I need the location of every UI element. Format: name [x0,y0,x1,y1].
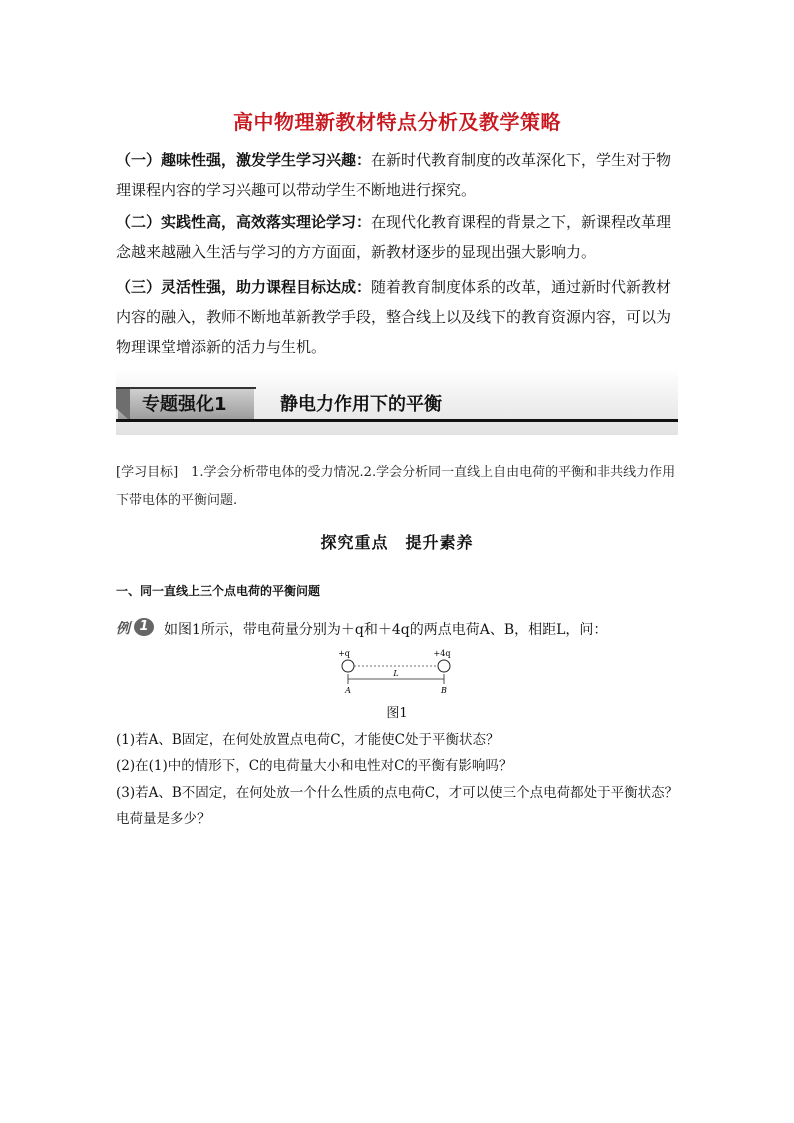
intro-paragraph-3 [116,272,682,362]
example-1 [116,618,686,646]
section-title: 探究重点 提升素养 [320,533,474,552]
intro-paragraph-1 [116,145,682,205]
distance-label: L [393,669,399,678]
banner-topic: 静电力作用下的平衡 [280,394,442,415]
learning-goals: [学习目标] 1.学会分析带电体的受力情况.2.学会分析同一直线上自由电荷的平衡和非共线力作用下带电体的平衡问题. [116,465,676,508]
question-1: (1)若A、B固定，在何处放置点电荷C，才能使C处于平衡状态？ [116,732,500,748]
charge-a-label: +q [338,649,350,658]
point-a-label: A [345,686,351,695]
figure-1 [334,646,464,698]
intro-body-2: 在现代化教育课程的背景之下，新课程改革理念越来越融入生活与学习的方方面面，新教材逐步的显现出强大影响力。 [116,213,672,261]
subheading: 一、同一直线上三个点电荷的平衡问题 [116,584,321,598]
charge-b-label: +4q [433,649,451,658]
figure-1-diagram [334,646,464,698]
intro-body-3: 随着教育制度体系的改革，通过新时代新教材内容的融入，教师不断地革新教学手段，整合线上以及线下的教育资源内容，可以为物理课堂增添新的活力与生机。 [116,278,672,356]
topic-banner [116,369,678,435]
question-2: (2)在(1)中的情形下，C的电荷量大小和电性对C的平衡有影响吗？ [116,758,513,774]
example-text: 如图1所示，带电荷量分别为＋q和＋4q的两点电荷A、B，相距L，问： [164,622,608,638]
banner-tag-label: 专题强化1 [142,394,227,415]
question-3: (3)若A、B不固定，在何处放一个什么性质的点电荷C，才可以使三个点电荷都处于平衡状态？电荷量是多少？ [116,785,679,827]
intro-body-1: 在新时代教育制度的改革深化下，学生对于物理课程内容的学习兴趣可以带动学生不断地进行探究。 [116,151,672,199]
page-title: 高中物理新教材特点分析及教学策略 [233,110,561,134]
point-b-label: B [441,686,447,695]
intro-paragraph-2 [116,207,682,267]
figure-caption: 图1 [386,706,408,721]
intro-lead-1: （一）趣味性强，激发学生学习兴趣： [116,151,372,169]
example-badge-number: 1 [134,618,154,636]
charge-b-circle [438,660,450,672]
example-badge-char: 例 [116,621,130,637]
charge-a-circle [342,660,354,672]
intro-lead-3: （三）灵活性强，助力课程目标达成： [116,278,372,296]
intro-lead-2: （二）实践性高，高效落实理论学习： [116,213,372,231]
